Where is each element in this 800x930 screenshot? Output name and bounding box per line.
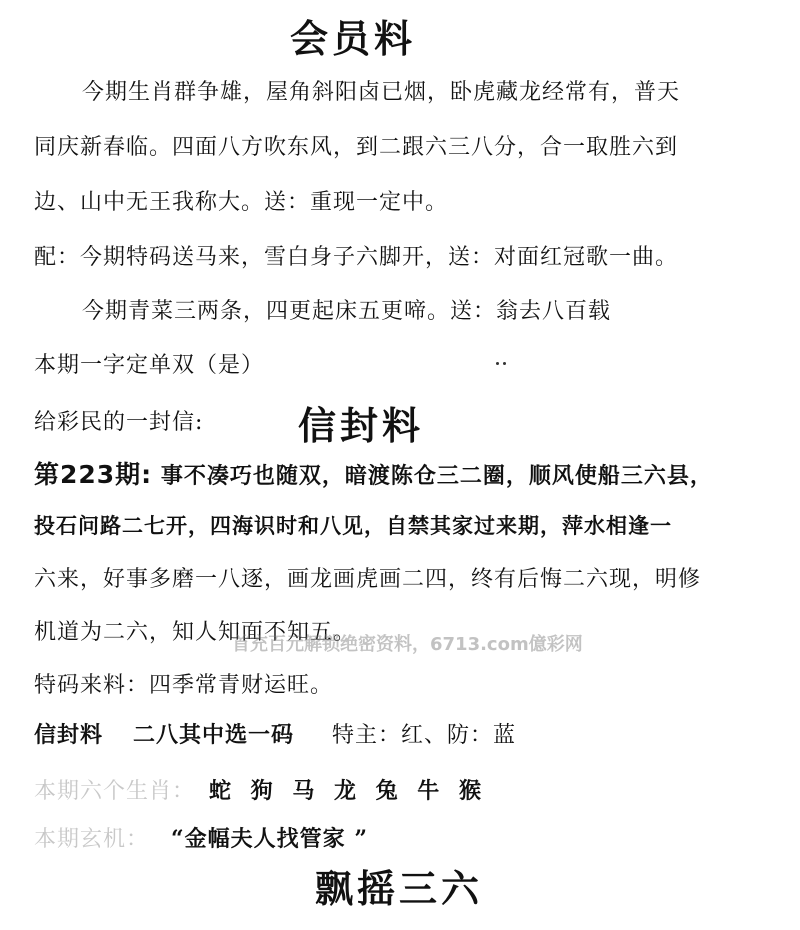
xinfeng-row [34, 718, 516, 749]
watermark-text: 首充百元解锁绝密资料，6713.com億彩网 [232, 634, 583, 655]
quote-row [34, 822, 368, 853]
poem-line-3: 边、山中无王我称大。送：重现一定中。 [34, 190, 449, 215]
poem-line-2: 同庆新春临。四面八方吹东风，到二跟六三八分，合一取胜六到 [34, 135, 679, 160]
single-double-line: 本期一字定单双（是） [34, 353, 265, 378]
zodiac-row [34, 774, 487, 805]
xinfeng-label: 信封料 [34, 722, 104, 748]
period-line-1-text: 事不凑巧也随双，暗渡陈仓三二圈，顺风使船三六县， [160, 463, 713, 489]
tema-line: 特码来料：四季常青财运旺。 [34, 673, 334, 698]
zodiac-faded-label: 本期六个生肖： [34, 779, 196, 804]
poem-line-5: 今期青菜三两条，四更起床五更啼。送：翁去八百载 [82, 299, 612, 324]
period-line-2: 投石问路二七开，四海识时和八见，自禁其家过来期，萍水相逢一 [34, 513, 672, 538]
period-line-1 [34, 455, 713, 491]
title-bottom: 飘摇三六 [315, 866, 484, 911]
zodiac-animals: 蛇 狗 马 龙 兔 牛 猴 [209, 778, 487, 804]
period-label: 第223期: [34, 460, 153, 489]
letter-label: 给彩民的一封信: [34, 410, 204, 435]
poem-pei-line: 配：今期特码送马来，雪白身子六脚开，送：对面红冠歌一曲。 [34, 245, 679, 270]
dust-speck [496, 362, 499, 365]
xinfeng-choice: 二八其中选一码 [133, 722, 295, 748]
period-line-4: 机道为二六，知人知面不知五。 [34, 620, 357, 645]
quote-text: “金幅夫人找管家 ” [171, 826, 368, 852]
xinfeng-main: 特主：红、防：蓝 [332, 723, 517, 748]
period-line-3: 六来，好事多磨一八逐，画龙画虎画二四，终有后悔二六现，明修 [34, 567, 702, 592]
poem-line-1: 今期生肖群争雄，屋角斜阳卤已烟，卧虎藏龙经常有，普天 [82, 80, 681, 105]
dust-speck [503, 362, 506, 365]
title-member-material: 会员料 [290, 16, 417, 61]
title-letter-material: 信封料 [298, 403, 425, 448]
quote-faded-label: 本期玄机： [34, 827, 150, 852]
